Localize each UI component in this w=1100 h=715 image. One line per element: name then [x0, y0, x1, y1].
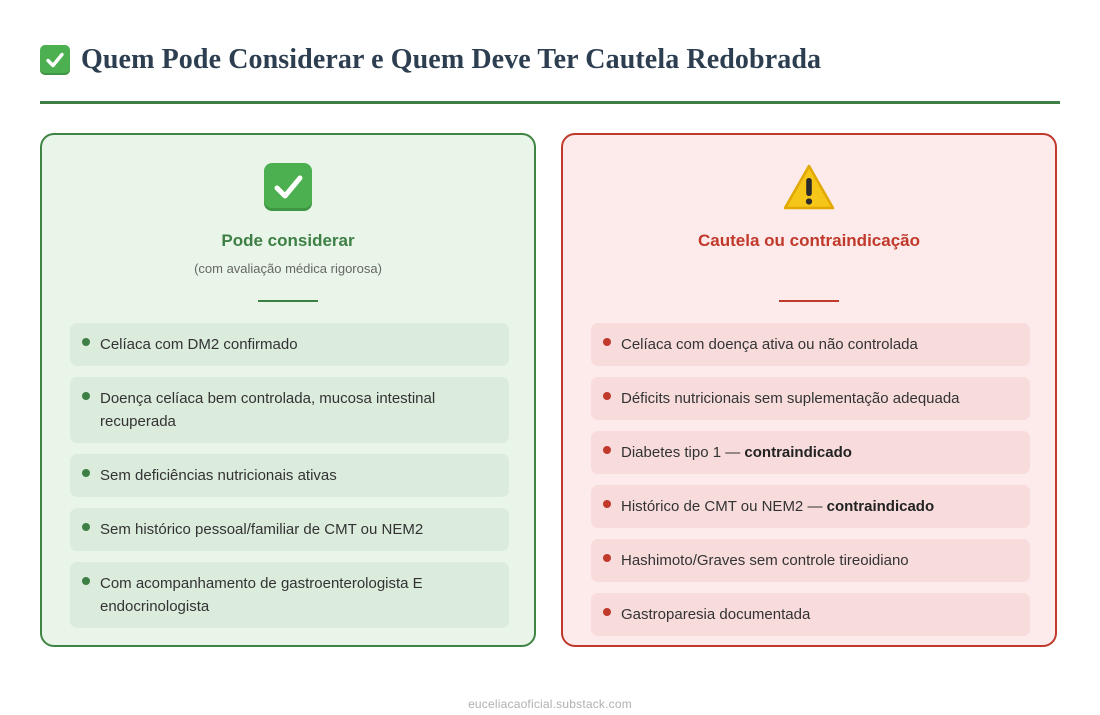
list-item	[70, 508, 509, 551]
list-item-text: Celíaca com DM2 confirmado	[100, 336, 298, 353]
bullet-icon	[603, 554, 611, 562]
list-item-text: Diabetes tipo 1 —	[621, 444, 745, 461]
bullet-icon	[82, 577, 90, 585]
can-consider-heading: Pode considerar	[221, 231, 355, 250]
check-mark-button-icon	[264, 163, 312, 211]
title-divider	[40, 101, 1060, 104]
bullet-icon	[603, 608, 611, 616]
list-item-text: Sem deficiências nutricionais ativas	[100, 467, 337, 484]
check-mark-button-icon	[40, 45, 70, 75]
caution-divider	[779, 300, 839, 302]
list-item	[591, 539, 1030, 582]
list-item-text: Doença celíaca bem controlada, mucosa intestinal recuperada	[100, 390, 436, 430]
list-item-text: Déficits nutricionais sem suplementação adequada	[621, 390, 960, 407]
list-item	[70, 323, 509, 366]
list-item-text: Sem histórico pessoal/familiar de CMT ou NEM2	[100, 521, 424, 538]
bullet-icon	[82, 469, 90, 477]
page-header	[40, 44, 821, 76]
list-item	[70, 377, 509, 443]
list-item	[70, 562, 509, 628]
can-consider-card	[40, 133, 536, 647]
list-item	[591, 431, 1030, 474]
list-item-text: Celíaca com doença ativa ou não controlada	[621, 336, 918, 353]
bullet-icon	[603, 500, 611, 508]
list-item	[591, 377, 1030, 420]
list-item	[591, 323, 1030, 366]
list-item-text: Histórico de CMT ou NEM2 —	[621, 498, 827, 515]
bullet-icon	[82, 523, 90, 531]
page-title: Quem Pode Considerar e Quem Deve Ter Cautela Redobrada	[81, 44, 822, 75]
caution-heading: Cautela ou contraindicação	[698, 231, 920, 250]
contraindicated-label: contraindicado	[744, 444, 852, 461]
bullet-icon	[82, 338, 90, 346]
bullet-icon	[603, 392, 611, 400]
warning-icon	[783, 163, 835, 216]
list-item-text: Gastroparesia documentada	[621, 606, 811, 623]
caution-list	[591, 323, 1030, 647]
contraindicated-label: contraindicado	[826, 498, 935, 515]
footer-source: euceliacaoficial.substack.com	[468, 697, 632, 711]
list-item-text: Hashimoto/Graves sem controle tireoidiano	[621, 552, 909, 569]
bullet-icon	[82, 392, 90, 400]
can-consider-divider	[258, 300, 318, 302]
can-consider-list	[70, 323, 509, 639]
bullet-icon	[603, 338, 611, 346]
caution-card	[561, 133, 1057, 647]
can-consider-subtitle: (com avaliação médica rigorosa)	[194, 261, 382, 276]
list-item	[70, 454, 509, 497]
list-item	[591, 593, 1030, 636]
list-item-text: Com acompanhamento de gastroenterologista E endocrinologista	[100, 575, 423, 615]
bullet-icon	[603, 446, 611, 454]
list-item	[591, 485, 1030, 528]
